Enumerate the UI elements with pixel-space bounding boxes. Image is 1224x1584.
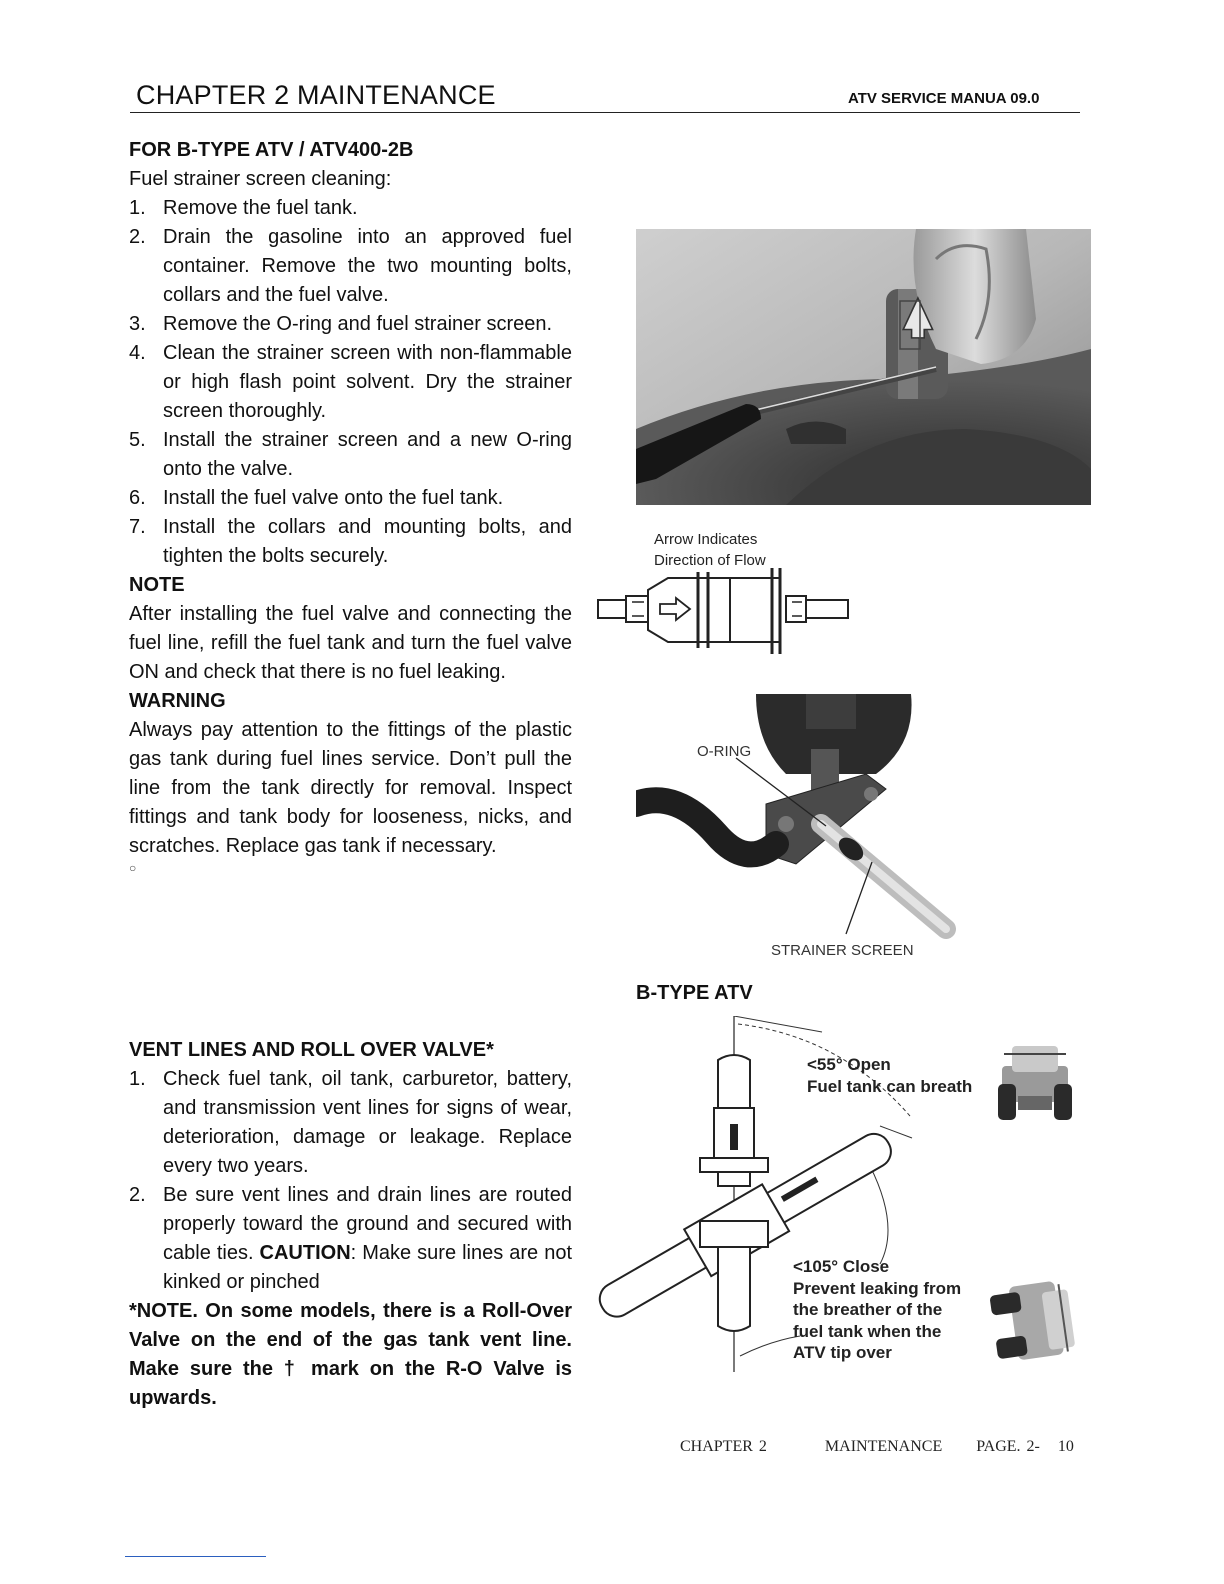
atv-upright-icon [998, 1046, 1072, 1120]
step-text: Be sure vent lines and drain lines are routed properly toward the ground and secured with cable ties. [163, 1184, 572, 1264]
list-item [129, 339, 572, 426]
list-item [129, 310, 572, 339]
open-line2: Fuel tank can breath [807, 1077, 973, 1096]
footnote: *NOTE. On some models, there is a Roll-Over Valve on the end of the gas tank vent line. Make sure the † mark on the R-O Valve is upwards. [129, 1300, 572, 1409]
step-number: 1. [129, 1068, 146, 1090]
warning-label: WARNING [129, 690, 226, 712]
strainer-photo [636, 694, 956, 944]
section-subtitle: Fuel strainer screen cleaning: [129, 168, 392, 190]
step-number: 1. [129, 197, 146, 219]
step-text: Install the collars and mounting bolts, and tighten the bolts securely. [163, 516, 572, 567]
header-rule [130, 112, 1080, 113]
open-line1: <55° Open [807, 1055, 891, 1074]
close-annotation [793, 1256, 961, 1364]
manual-title: ATV SERVICE MANUA 09.0 [848, 90, 1040, 107]
flow-direction-diagram [596, 568, 852, 658]
close-line5: ATV tip over [793, 1343, 892, 1362]
open-annotation [807, 1054, 972, 1098]
close-line3: the breather of the [793, 1300, 943, 1319]
oring-label: O-RING [697, 743, 752, 760]
steps-list [129, 194, 572, 571]
step-text: Install the fuel valve onto the fuel tank. [163, 487, 504, 509]
step-text: Remove the fuel tank. [163, 197, 358, 219]
step-text: : Make sure lines are not kinked or pinched [163, 1242, 572, 1293]
step-number: 3. [129, 313, 146, 335]
list-item [129, 223, 572, 310]
page-footer [680, 1438, 1074, 1456]
step-number: 2. [129, 1184, 146, 1206]
flow-caption-line2: Direction of Flow [654, 552, 766, 569]
close-line4: fuel tank when the [793, 1321, 942, 1341]
step-number: 4. [129, 342, 146, 364]
section-vent-lines [129, 1036, 572, 1413]
step-text: Check fuel tank, oil tank, carburetor, battery, and transmission vent lines for signs of wear, deterioration, damage or leakage. Replace every two years. [163, 1068, 572, 1177]
step-text: Clean the strainer screen with non-flammable or high flash point solvent. Dry the strainer screen thoroughly. [163, 342, 572, 422]
section-title: VENT LINES AND ROLL OVER VALVE* [129, 1039, 494, 1061]
caution-label: CAUTION [259, 1242, 351, 1264]
step-text: Drain the gasoline into an approved fuel container. Remove the two mounting bolts, collars and the fuel valve. [163, 226, 572, 306]
step-number: 7. [129, 516, 146, 538]
list-item [129, 426, 572, 484]
list-item [129, 1181, 572, 1297]
step-number: 5. [129, 429, 146, 451]
close-line1: <105° Close [793, 1257, 890, 1276]
footer-chapter: CHAPTER 2 [680, 1438, 767, 1455]
atv-tipped-icon [989, 1279, 1077, 1363]
step-text: Install the strainer screen and a new O-ring onto the valve. [163, 429, 572, 480]
step-number: 6. [129, 487, 146, 509]
flow-caption-line1: Arrow Indicates [654, 531, 758, 548]
strainer-screen-label: STRAINER SCREEN [771, 942, 914, 959]
section-fuel-strainer [129, 136, 572, 875]
note-label: NOTE [129, 574, 185, 596]
flow-caption [654, 529, 766, 571]
warning-text: Always pay attention to the fittings of the plastic gas tank during fuel lines service. Don’t pull the line from the tank directly for removal. Inspect fittings and tank body for looseness, nicks, and scratches. Replace gas tank if necessary. [129, 719, 572, 857]
fuel-valve-photo [636, 229, 1091, 505]
note-text: After installing the fuel valve and connecting the fuel line, refill the fuel tank and turn the fuel valve ON and check that there is no fuel leaking. [129, 603, 572, 683]
list-item [129, 1065, 572, 1181]
bottom-link-line [125, 1556, 266, 1557]
chapter-title: CHAPTER 2 MAINTENANCE [136, 80, 496, 110]
section-title: FOR B-TYPE ATV / ATV400-2B [129, 139, 414, 161]
list-item [129, 513, 572, 571]
stray-mark: ○ [129, 861, 137, 875]
list-item [129, 484, 572, 513]
footer-section: MAINTENANCE [824, 1438, 943, 1455]
step-number: 2. [129, 226, 146, 248]
footer-page: PAGE. 2- 10 [976, 1438, 1074, 1455]
close-line2: Prevent leaking from [793, 1278, 962, 1298]
btype-title: B-TYPE ATV [636, 982, 753, 1004]
list-item [129, 194, 572, 223]
step-text: Remove the O-ring and fuel strainer screen. [163, 313, 553, 335]
